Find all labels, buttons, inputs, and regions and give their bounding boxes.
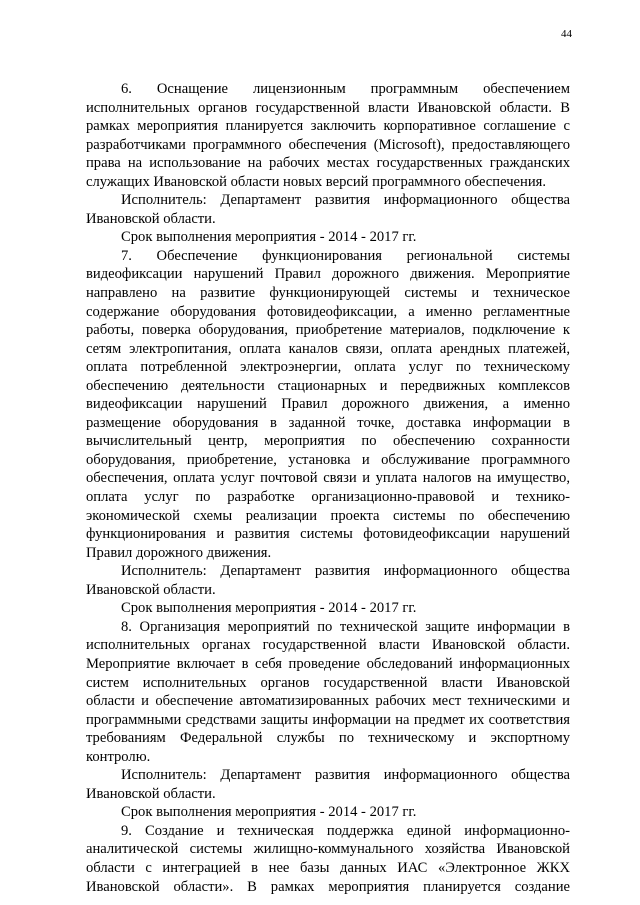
paragraph-item-7: 7. Обеспечение функционирования региональной системы видеофиксации нарушений Правил дорожного движения. Мероприятие направлено на развитие функционирующей системы и техническое содержание оборудования фотовидеофиксации, а именно регламентные работы, поверка оборудования, приобретение материалов, подключение к сетям электропитания, оплата каналов связи, оплата арендных платежей, оплата потребленной электроэнергии, оплата услуг по техническому обеспечению деятельности стационарных и передвижных комплексов видеофиксации нарушений Правил дорожного движения, а именно размещение оборудования в заданной точке, доставка информации в вычислительный центр, мероприятия по обеспечению сохранности оборудования, приобретение, установка и обслуживание программного обеспечения, оплата услуг почтовой связи и уплата налогов на имущество, оплата услуг по разработке организационно-правовой и технико-экономической схемы реализации проекта системы по обеспечению функционирования и развития системы фотовидеофиксации нарушений Правил дорожного движения. [86, 247, 570, 561]
paragraph-item-9: 9. Создание и техническая поддержка единой информационно-аналитической системы жилищно-коммунального хозяйства Ивановской области с интеграцией в нее базы данных ИАС «Электронное ЖКХ Ивановской области». В рамках мероприятия планируется создание [86, 822, 570, 895]
paragraph-item-8: 8. Организация мероприятий по технической защите информации в исполнительных органах государственной власти Ивановской области. Мероприятие включает в себя проведение обследований информационных систем исполнительных органов государственной власти Ивановской области и обеспечение автоматизированных рабочих мест техническими и программными средствами защиты информации на предмет их соответствия требованиям Федеральной службы по техническому и экспортному контролю. [86, 618, 570, 765]
paragraph-item-6: 6. Оснащение лицензионным программным обеспечением исполнительных органов государственной власти Ивановской области. В рамках мероприятия планируется заключить корпоративное соглашение с разработчиками программного обеспечения (Microsoft), предоставляющего права на использование на рабочих местах государственных гражданских служащих Ивановской области новых версий программного обеспечения. [86, 81, 570, 190]
paragraph-term: Срок выполнения мероприятия - 2014 - 2017 гг. [121, 804, 417, 821]
page-number: 44 [561, 28, 572, 40]
paragraph-executor: Исполнитель: Департамент развития информационного общества Ивановской области. [86, 192, 570, 227]
paragraph-term: Срок выполнения мероприятия - 2014 - 2017 гг. [121, 229, 417, 246]
paragraph-executor: Исполнитель: Департамент развития информационного общества Ивановской области. [86, 767, 570, 802]
paragraph-term: Срок выполнения мероприятия - 2014 - 2017 гг. [121, 600, 417, 617]
document-body [86, 80, 570, 896]
paragraph-executor: Исполнитель: Департамент развития информационного общества Ивановской области. [86, 563, 570, 598]
